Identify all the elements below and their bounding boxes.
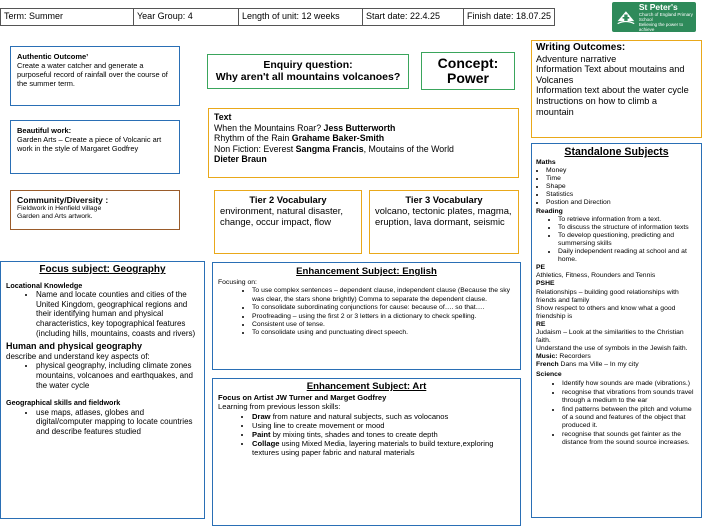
maths-item: • Statistics (546, 191, 697, 199)
music-line: Music: Recorders (536, 353, 591, 361)
concept-value: Power (446, 70, 489, 86)
art-item: • Using line to create movement or mood (252, 421, 515, 430)
science-item: • recognise that sounds get fainter as the distance from the sound source increases. (562, 431, 697, 447)
art-title: Enhancement Subject: Art (306, 381, 427, 392)
english-item: • To consolidate subordinating conjunctions for cause: because of…. so that…. (252, 304, 515, 312)
reading-item: • Daily independent reading at school and at home. (558, 248, 697, 264)
school-crest-icon (616, 6, 636, 28)
text-title: Text (214, 112, 232, 122)
concept-label: Concept: (437, 55, 499, 71)
community-line-2: Garden and Arts artwork. (17, 213, 93, 221)
enquiry-label: Enquiry question: (263, 59, 353, 71)
beautiful-work-text: Garden Arts – Create a piece of Volcanic art work in the style of Margaret Godfrey (17, 135, 162, 153)
art-item: • Paint by mixing tints, shades and tones to create depth (252, 430, 515, 439)
pshe-heading: PSHE (536, 280, 555, 288)
art-focus: Focus on Artist JW Turner and Marget Godfrey (218, 393, 387, 403)
start-date-cell: Start date: 22.4.25 (363, 9, 464, 25)
school-logo (612, 2, 696, 32)
community-box (10, 190, 180, 230)
text-line-1: When the Mountains Roar? Jess Butterworth (214, 122, 396, 133)
geography-item: • physical geography, including climate zones mountains, volcanoes and earthquakes, and the water cycle (36, 361, 199, 390)
writing-outcome-item: Adventure narrative (536, 53, 617, 64)
term-cell: Term: Summer (1, 9, 134, 25)
writing-outcome-item: Information Text about moutains and Volcanes (536, 64, 685, 85)
unit-header (0, 8, 555, 26)
text-line-4: Dieter Braun (214, 154, 267, 165)
standalone-title: Standalone Subjects (564, 146, 669, 158)
text-line-3: Non Fiction: Everest Sangma Francis, Moutains of the World (214, 143, 454, 154)
human-physical-heading: Human and physical geography (6, 341, 143, 352)
writing-outcome-item: Information text about the water cycle (536, 85, 689, 96)
text-box (208, 108, 519, 178)
english-item: • To use complex sentences – dependent clause, independent clause (Because the sky was clear, the stars shone brightly) Comma to separate the dependent clause. (252, 287, 515, 304)
maths-item: • Time (546, 175, 697, 183)
french-line: French Dans ma Ville – In my city (536, 361, 639, 369)
geography-title: Focus subject: Geography (39, 264, 166, 275)
english-item: • Proofreading – using the first 2 or 3 letters in a dictionary to check spelling. (252, 313, 515, 321)
year-group-cell: Year Group: 4 (134, 9, 239, 25)
authentic-outcome-title: Authentic Outcome’ (17, 52, 89, 61)
geo-skills-heading: Geographical skills and fieldwork (6, 398, 121, 408)
re-text-2: Understand the use of symbols in the Jewish faith. (536, 345, 688, 353)
english-item: • To consolidate using and punctuating direct speech. (252, 329, 515, 337)
maths-item: • Money (546, 167, 697, 175)
enquiry-question: Why aren't all mountains volcanoes? (215, 71, 401, 83)
writing-outcomes-box (531, 40, 702, 138)
locational-knowledge-heading: Locational Knowledge (6, 280, 83, 290)
community-title: Community/Diversity : (17, 195, 109, 205)
pshe-text-2: Show respect to others and know what a good friendship is (536, 304, 676, 320)
tier-2-words: environment, natural disaster, change, occur impact, flow (220, 205, 343, 227)
tier-3-words: volcano, tectonic plates, magma, eruption, lava dormant, seismic (375, 205, 512, 227)
human-physical-intro: describe and understand key aspects of: (6, 351, 150, 361)
maths-item: • Shape (546, 183, 697, 191)
authentic-outcome-box (10, 46, 180, 106)
beautiful-work-title: Beautiful work: (17, 126, 72, 135)
beautiful-work-box (10, 120, 180, 174)
english-intro: Focusing on: (218, 279, 257, 286)
tier-2-vocabulary-box (214, 190, 362, 254)
geography-item: • use maps, atlases, globes and digital/computer mapping to locate countries and describe features studied (36, 408, 199, 437)
pe-text: Athletics, Fitness, Rounders and Tennis (536, 272, 656, 280)
english-box (212, 262, 521, 370)
art-item: • Collage using Mixed Media, layering materials to build texture,exploring textures using paper fabric and natural materials (252, 439, 515, 457)
science-item: • find patterns between the pitch and volume of a sound and features of the object that produced it. (562, 406, 697, 430)
enquiry-question-box (207, 54, 409, 89)
maths-item: • Postion and Direction (546, 199, 697, 207)
art-box (212, 378, 521, 526)
pe-heading: PE (536, 264, 546, 272)
science-item: • Identify how sounds are made (vibrations.) (562, 380, 697, 388)
english-item: • Consistent use of tense. (252, 321, 515, 329)
re-heading: RE (536, 320, 546, 328)
pshe-text: Relationships – building good relationships with friends and family (536, 288, 679, 304)
tier-3-title: Tier 3 Vocabulary (405, 194, 483, 205)
science-item: • recognise that vibrations from sounds travel through a medium to the ear (562, 389, 697, 405)
english-title: Enhancement Subject: English (296, 266, 437, 277)
tier-3-vocabulary-box (369, 190, 519, 254)
finish-date-cell: Finish date: 18.07.25 (467, 11, 552, 21)
writing-outcome-item: Instructions on how to climb a mountain (536, 95, 658, 117)
geography-box (0, 261, 205, 519)
writing-outcomes-title: Writing Outcomes: (536, 42, 626, 53)
reading-item: • To develop questioning, predicting and summersing skills (558, 232, 697, 248)
geography-item: • Name and locate counties and cities of the United Kingdom, geographical regions and their identifying human and physical characteristics, key topographical features (including hills, mountains, coasts and rivers) (36, 290, 199, 338)
art-item: • Draw from nature and natural subjects, such as volocanos (252, 412, 515, 421)
standalone-subjects-box (531, 143, 702, 518)
tier-2-title: Tier 2 Vocabulary (249, 194, 327, 205)
reading-heading: Reading (536, 207, 563, 215)
concept-box (421, 52, 515, 90)
community-line-1: Fieldwork in Henfield village (17, 205, 102, 212)
reading-item: • To discuss the structure of information texts (558, 224, 697, 232)
school-name: St Peter's Church of England Primary School Believing the power to achieve (638, 1, 693, 32)
science-heading: Science (536, 371, 562, 379)
maths-heading: Maths (536, 159, 556, 166)
authentic-outcome-text: Create a water catcher and generate a purposeful record of rainfall over the course of the summer term. (17, 61, 168, 88)
re-text: Judaism – Look at the similarities to the Christian faith. (536, 328, 684, 345)
reading-item: • To retrieve information from a text. (558, 216, 697, 224)
art-intro: Learning from previous lesson skills: (218, 402, 341, 412)
text-line-2: Rhythm of the Rain Grahame Baker-Smith (214, 133, 385, 144)
length-cell: Length of unit: 12 weeks (239, 9, 363, 25)
